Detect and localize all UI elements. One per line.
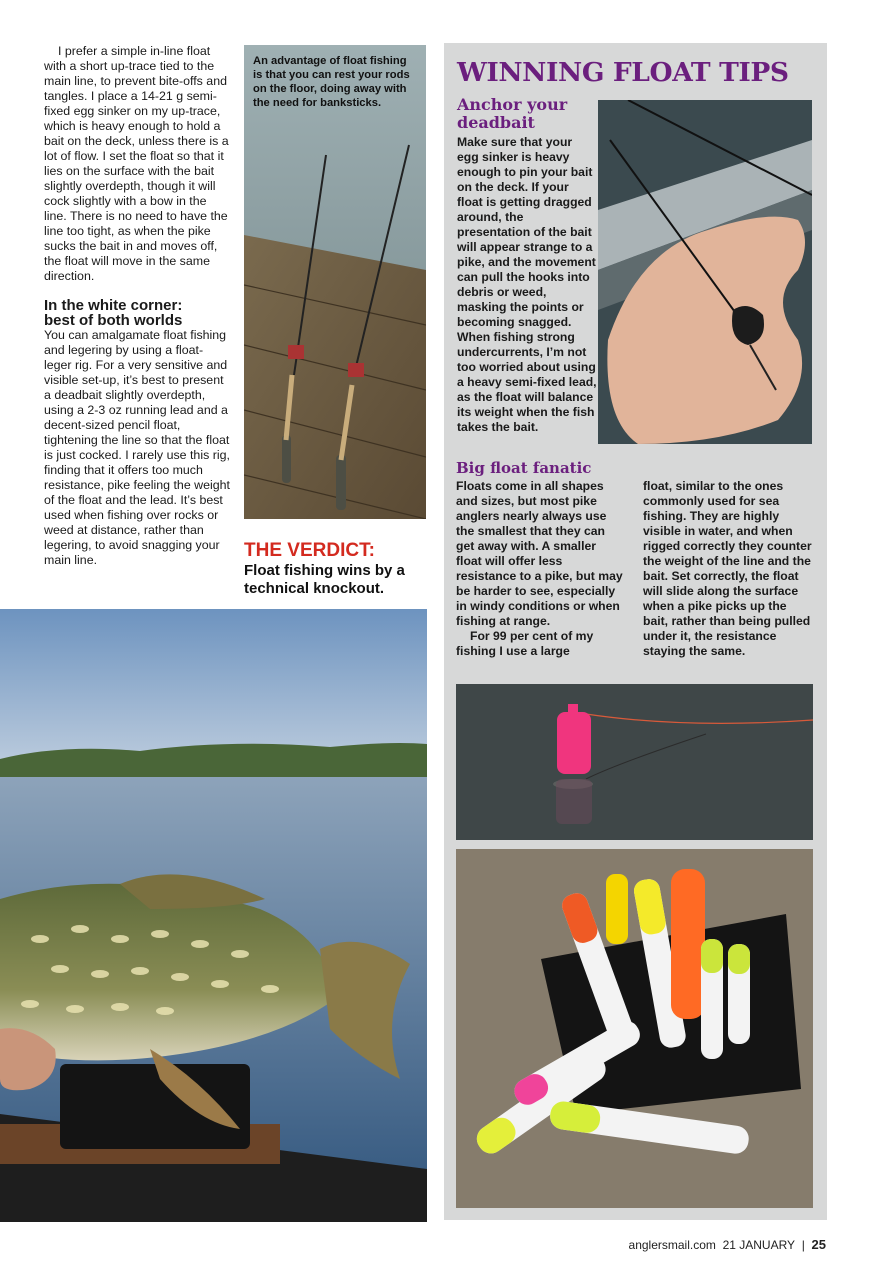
intro-column [44, 44, 230, 568]
white-corner-heading-line1: In the white corner: [44, 297, 183, 314]
floats-in-tub-photo [456, 849, 813, 1208]
rods-photo [244, 45, 426, 519]
verdict-title: THE VERDICT: [244, 540, 375, 561]
folio-separator: | [801, 1238, 805, 1252]
folio-date: 21 JANUARY [722, 1238, 796, 1252]
rods-caption: An advantage of float fishing is that you can rest your rods on the floor, doing away with the need for banksticks. [253, 55, 410, 109]
white-corner-heading-line2: best of both worlds [44, 312, 183, 329]
fanatic-column-2 [643, 479, 815, 659]
fanatic-paragraph-2: For 99 per cent of my fishing I use a large [456, 629, 594, 658]
pink-float [557, 712, 591, 774]
anchor-text: Make sure that your egg sinker is heavy enough to pin your bait on the deck. If your float is getting dragged around, the presentation of the bait will appear strange to a pike, and the movement can pull the hooks into debris or weed, masking the points or becoming snagged. When fishing strong undercurrents, I’m not too worried about using a heavy semi-fixed lead, as the float will balance its weight when the fish takes the bait. [457, 135, 597, 434]
float-in-water-photo [456, 684, 813, 840]
reel-right [348, 363, 364, 377]
verdict [244, 540, 429, 598]
folio-site: anglersmail.com [628, 1238, 716, 1252]
reel-left [288, 345, 304, 359]
fanatic-column-1 [456, 479, 624, 659]
page-folio [600, 1237, 826, 1252]
hand-sinker-photo [598, 100, 812, 444]
page-number: 25 [811, 1237, 826, 1252]
white-corner-paragraph: You can amalgamate float fishing and legering by using a float-leger rig. For a very sensitive and visible set-up, it’s best to present a deadbait slightly overdepth, using a 2-3 oz running lead and a decent-sized pencil float, tightening the line so that the float is just cocked. I rarely use this rig, finding that it offers too much resistance, pike feeling the weight of the float and the lead. It’s best used when fishing over rocks or weed at distance, rather than legering, to avoid snagging your main line. [44, 328, 230, 567]
anchor-heading: Anchor your deadbait [457, 95, 568, 132]
fanatic-paragraph-1: Floats come in all shapes and sizes, but most pike anglers nearly always use the smallest that they can get away with. A smaller float will offer less resistance to a pike, but may be harder to see, especially in windy conditions or when fishing at range. [456, 479, 623, 628]
white-corner-heading [44, 298, 230, 328]
verdict-text: Float fishing wins by a technical knockout. [244, 562, 405, 597]
intro-paragraph: I prefer a simple in-line float with a short up-trace tied to the main line, to prevent bite-offs and tangles. I place a 14-21 g semi-fixed egg sinker on my up-trace, which is heavy enough to hold a bait on the deck, unless there is a lot of flow. I set the float so that it lies on the surface with the bait slightly overdepth, though it will cock slightly with a bow in the line. There is no need to have the line too tight, as when the pike sucks the bait in and moves off, the float will move in the same direction. [44, 44, 229, 283]
orange-float [671, 869, 705, 1019]
panel-title: WINNING FLOAT TIPS [457, 57, 789, 88]
fanatic-heading: Big float fanatic [456, 459, 592, 477]
pike-photo [0, 609, 427, 1222]
fanatic-paragraph-2-cont: float, similar to the ones commonly used for sea fishing. They are highly visible in water, and when rigged correctly they counter the weight of the line and the bait. Set correctly, the float will slide along the surface when a pike picks up the bait, rather than being pulled under it, the resistance staying the same. [643, 479, 812, 658]
